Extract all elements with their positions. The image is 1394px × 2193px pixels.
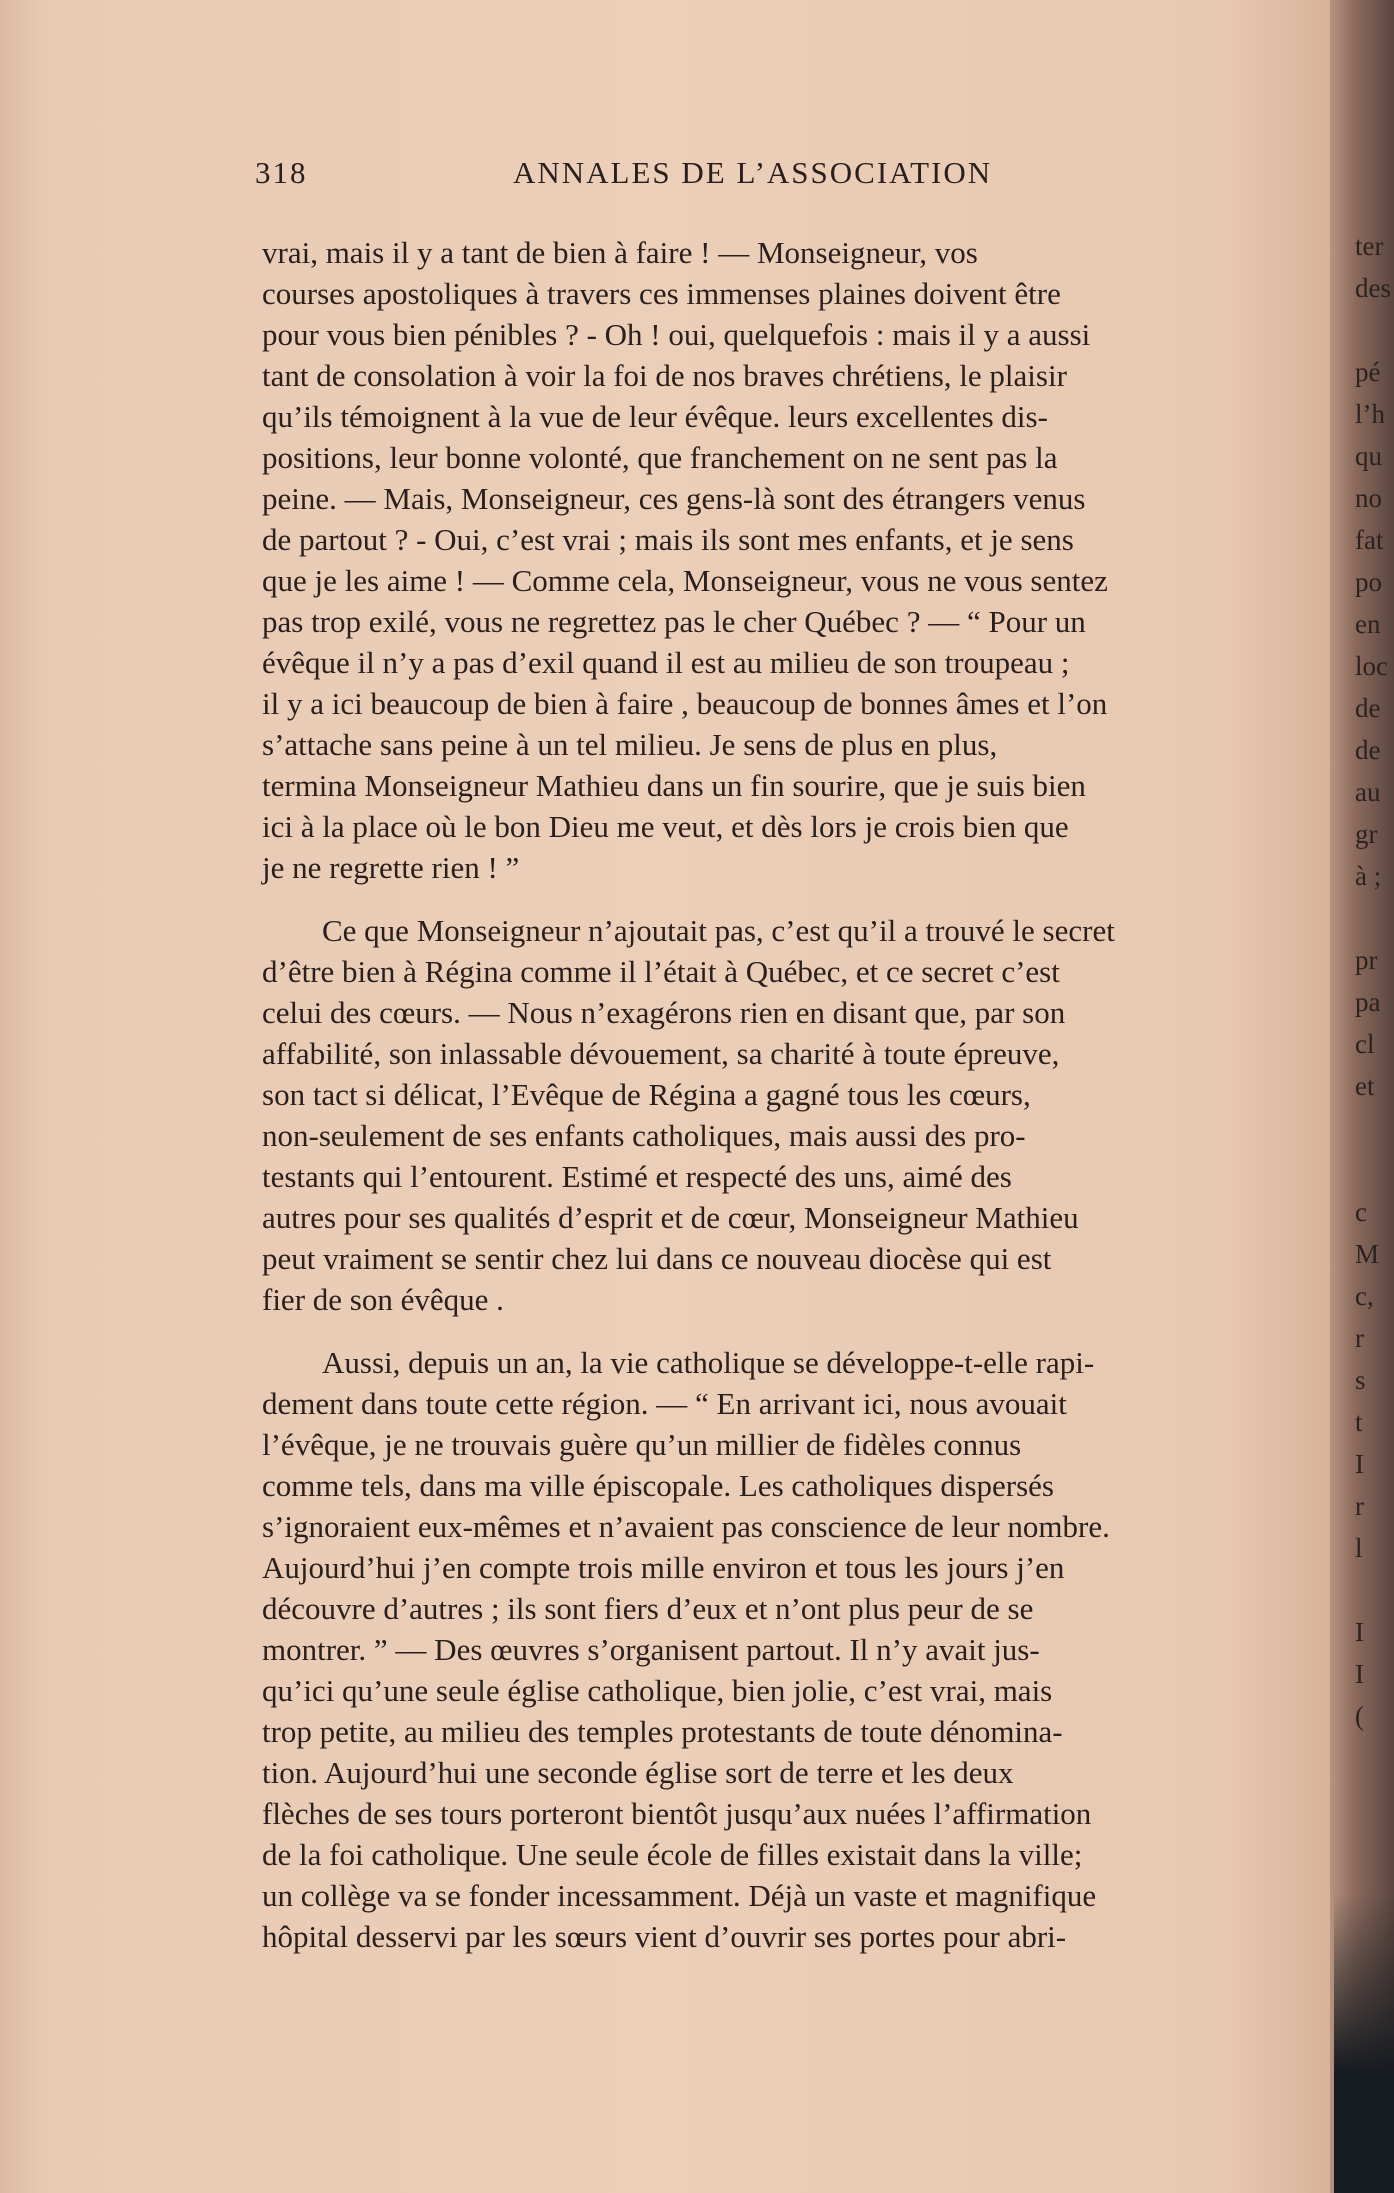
facing-page-fragment: M — [1355, 1239, 1380, 1269]
facing-page-fragment: po — [1355, 567, 1382, 597]
facing-page-fragment: I — [1355, 1659, 1364, 1689]
facing-page-fragment: et — [1355, 1071, 1375, 1101]
facing-page-fragment: s — [1355, 1365, 1366, 1395]
facing-page-fragment: pa — [1355, 987, 1381, 1017]
text-line: un collège va se fonder incessamment. Déjà un vaste et magnifique — [262, 1878, 1097, 1913]
facing-page-fragment: de — [1355, 735, 1381, 765]
text-line: montrer. ” — Des œuvres s’organisent partout. Il n’y avait jus- — [262, 1632, 1040, 1667]
facing-page-fragment — [1355, 1107, 1393, 1149]
facing-page-fragment — [1355, 1149, 1393, 1191]
text-line: positions, leur bonne volonté, que franchement on ne sent pas la — [262, 440, 1058, 475]
text-line: de partout ? - Oui, c’est vrai ; mais ils sont mes enfants, et je sens — [262, 522, 1074, 557]
facing-page-fragment: no — [1355, 483, 1382, 513]
facing-page-fragment: l’h — [1355, 399, 1385, 429]
page-number: 318 — [255, 155, 308, 190]
text-line: ici à la place où le bon Dieu me veut, et dès lors je crois bien que — [262, 809, 1069, 844]
text-line: que je les aime ! — Comme cela, Monseigneur, vous ne vous sentez — [262, 563, 1108, 598]
text-line: tant de consolation à voir la foi de nos braves chrétiens, le plaisir — [262, 358, 1067, 393]
text-line: tion. Aujourd’hui une seconde église sort de terre et les deux — [262, 1755, 1014, 1790]
paragraph-3 — [262, 1342, 1312, 1957]
text-line: pas trop exilé, vous ne regrettez pas le cher Québec ? — “ Pour un — [262, 604, 1086, 639]
facing-page-fragment — [1355, 2031, 1393, 2073]
facing-page-fragment — [1355, 309, 1393, 351]
facing-page-fragment: qu — [1355, 441, 1382, 471]
facing-page-fragment: c, — [1355, 1281, 1374, 1311]
facing-page-fragment: cl — [1355, 1029, 1375, 1059]
text-line: termina Monseigneur Mathieu dans un fin sourire, que je suis bien — [262, 768, 1086, 803]
facing-page-fragment: c — [1355, 1197, 1367, 1227]
facing-page-fragment — [1355, 1821, 1393, 1863]
facing-page-fragment: pr — [1355, 945, 1378, 975]
text-line: peine. — Mais, Monseigneur, ces gens-là sont des étrangers venus — [262, 481, 1086, 516]
text-line: son tact si délicat, l’Evêque de Régina a gagné tous les cœurs, — [262, 1077, 1031, 1112]
facing-page-fragment: l — [1355, 1533, 1363, 1563]
text-line: fier de son évêque . — [262, 1282, 504, 1317]
facing-page-fragment: t — [1355, 1407, 1363, 1437]
text-line: courses apostoliques à travers ces immenses plaines doivent être — [262, 276, 1061, 311]
facing-page-fragment: pé — [1355, 357, 1381, 387]
facing-page-fragment — [1355, 1569, 1393, 1611]
facing-page-fragment: au — [1355, 777, 1381, 807]
text-line: je ne regrette rien ! ” — [262, 850, 520, 885]
facing-page-fragment — [1355, 1863, 1393, 1905]
text-line: comme tels, dans ma ville épiscopale. Les catholiques dispersés — [262, 1468, 1054, 1503]
text-line: d’être bien à Régina comme il l’était à Québec, et ce secret c’est — [262, 954, 1060, 989]
running-title: ANNALES DE L’ASSOCIATION — [513, 155, 993, 190]
paragraph-2 — [262, 910, 1312, 1320]
facing-page-fragment: de — [1355, 693, 1381, 723]
facing-page-fragment: gr — [1355, 819, 1378, 849]
text-line: qu’ici qu’une seule église catholique, bien jolie, c’est vrai, mais — [262, 1673, 1053, 1708]
text-line: pour vous bien pénibles ? - Oh ! oui, quelquefois : mais il y a aussi — [262, 317, 1091, 352]
text-line: non-seulement de ses enfants catholiques, mais aussi des pro- — [262, 1118, 1026, 1153]
facing-page-fragment — [1355, 1947, 1393, 1989]
text-line: dement dans toute cette région. — “ En arrivant ici, nous avouait — [262, 1386, 1067, 1421]
facing-page-fragment: I — [1355, 1449, 1364, 1479]
text-line: découvre d’autres ; ils sont fiers d’eux et n’ont plus peur de se — [262, 1591, 1034, 1626]
facing-page-fragment — [1355, 1905, 1393, 1947]
facing-page-fragment: r — [1355, 1323, 1364, 1353]
facing-page-fragment: I — [1355, 1617, 1364, 1647]
facing-page-fragment: ( — [1355, 1701, 1364, 1731]
facing-page-fragment: en — [1355, 609, 1381, 639]
facing-page-fragment: à ; — [1355, 861, 1382, 891]
text-line: l’évêque, je ne trouvais guère qu’un millier de fidèles connus — [262, 1427, 1022, 1462]
text-line: de la foi catholique. Une seule école de filles existait dans la ville; — [262, 1837, 1083, 1872]
text-line: il y a ici beaucoup de bien à faire , beaucoup de bonnes âmes et l’on — [262, 686, 1108, 721]
text-line: flèches de ses tours porteront bientôt jusqu’aux nuées l’affirmation — [262, 1796, 1092, 1831]
text-line: vrai, mais il y a tant de bien à faire ! — Monseigneur, vos — [262, 235, 978, 270]
facing-page-fragment — [1355, 897, 1393, 939]
facing-page-fragment: loc — [1355, 651, 1388, 681]
facing-page-fragment: des — [1355, 273, 1391, 303]
facing-page-fragment: fat — [1355, 525, 1384, 555]
page-header — [255, 155, 1075, 205]
facing-page-fragment — [1355, 1737, 1393, 1779]
text-line: celui des cœurs. — Nous n’exagérons rien en disant que, par son — [262, 995, 1066, 1030]
text-line: Ce que Monseigneur n’ajoutait pas, c’est qu’il a trouvé le secret — [322, 913, 1115, 948]
facing-page-edge — [1355, 225, 1393, 2073]
text-line: s’ignoraient eux-mêmes et n’avaient pas conscience de leur nombre. — [262, 1509, 1110, 1544]
facing-page-fragment: ter — [1355, 231, 1384, 261]
body-text — [262, 232, 1312, 1979]
facing-page-fragment — [1355, 1779, 1393, 1821]
text-line: Aujourd’hui j’en compte trois mille environ et tous les jours j’en — [262, 1550, 1065, 1585]
text-line: hôpital desservi par les sœurs vient d’ouvrir ses portes pour abri- — [262, 1919, 1067, 1954]
paragraph-1 — [262, 232, 1312, 888]
text-line: évêque il n’y a pas d’exil quand il est au milieu de son troupeau ; — [262, 645, 1070, 680]
text-line: peut vraiment se sentir chez lui dans ce nouveau diocèse qui est — [262, 1241, 1052, 1276]
facing-page-fragment — [1355, 1989, 1393, 2031]
text-line: testants qui l’entourent. Estimé et respecté des uns, aimé des — [262, 1159, 1012, 1194]
facing-page-fragment: r — [1355, 1491, 1364, 1521]
text-line: qu’ils témoignent à la vue de leur évêque. leurs excellentes dis- — [262, 399, 1048, 434]
text-line: s’attache sans peine à un tel milieu. Je sens de plus en plus, — [262, 727, 998, 762]
text-line: autres pour ses qualités d’esprit et de cœur, Monseigneur Mathieu — [262, 1200, 1079, 1235]
text-line: trop petite, au milieu des temples protestants de toute dénomina- — [262, 1714, 1063, 1749]
text-line: affabilité, son inlassable dévouement, sa charité à toute épreuve, — [262, 1036, 1060, 1071]
text-line: Aussi, depuis un an, la vie catholique se développe-t-elle rapi- — [322, 1345, 1095, 1380]
